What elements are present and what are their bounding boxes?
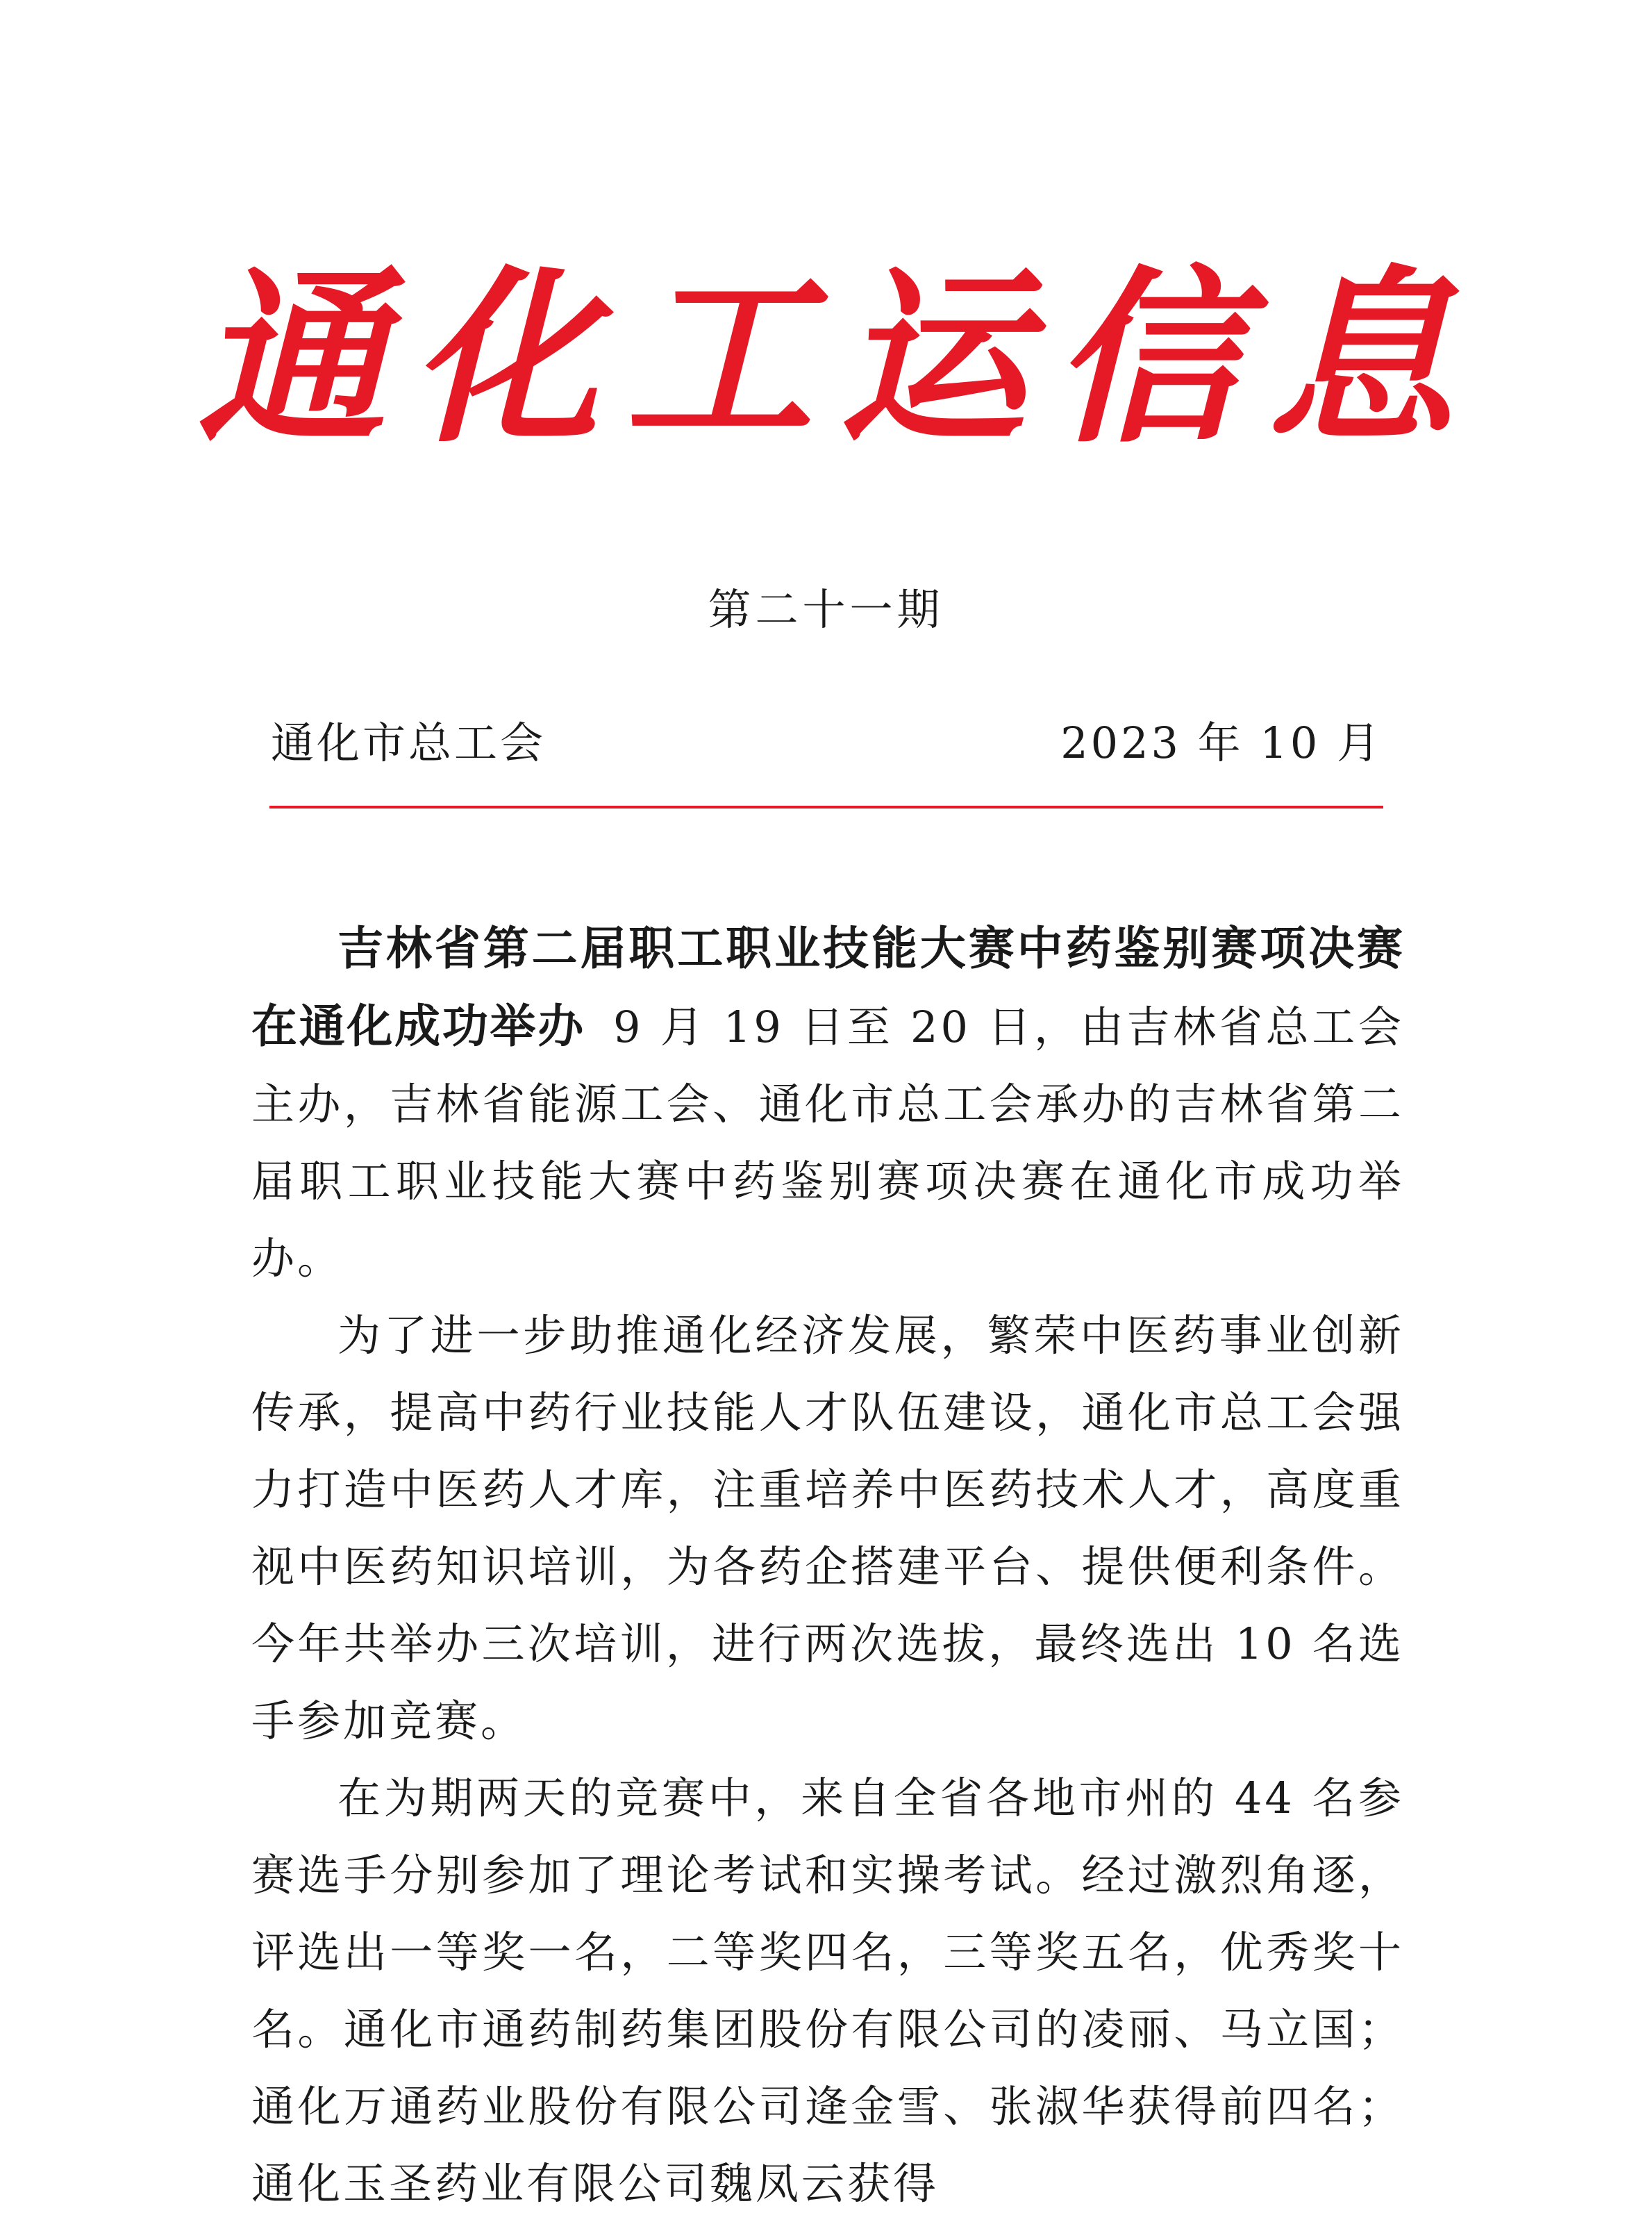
issue-number: 第二十一期 [708, 584, 944, 635]
masthead-title: 通化工运信息 [197, 247, 1481, 468]
header-divider [269, 806, 1383, 809]
article-lead: 9 月 19 日至 20 日，由吉林省总工会主办，吉林省能源工会、通化市总工会承办的吉林省第二届职工职业技能大赛中药鉴别赛项决赛在通化市成功举办。 [251, 1002, 1404, 1284]
article-headline: 吉林省第二届职工职业技能大赛中药鉴别赛项决赛在通化成功举办 [251, 922, 1404, 1053]
article-paragraph-1 [251, 910, 1404, 1297]
article-paragraph-2: 为了进一步助推通化经济发展，繁荣中医药事业创新传承，提高中药行业技能人才队伍建设，通化市总工会强力打造中医药人才库，注重培养中医药技术人才，高度重视中医药知识培训，为各药企搭建平台、提供便利条件。今年共举办三次培训，进行两次选拔，最终选出 10 名选手参加竞赛。 [251, 1310, 1404, 1746]
article-body [251, 910, 1404, 2222]
publish-date: 2023 年 10 月 [1060, 718, 1383, 768]
article-paragraph-3: 在为期两天的竞赛中，来自全省各地市州的 44 名参赛选手分别参加了理论考试和实操考试。经过激烈角逐，评选出一等奖一名，二等奖四名，三等奖五名，优秀奖十名。通化市通药制药集团股份有限公司的凌丽、马立国；通化万通药业股份有限公司逄金雪、张淑华获得前四名；通化玉圣药业有限公司魏凤云获得 [251, 1773, 1404, 2209]
publisher-name: 通化市总工会 [271, 718, 547, 768]
